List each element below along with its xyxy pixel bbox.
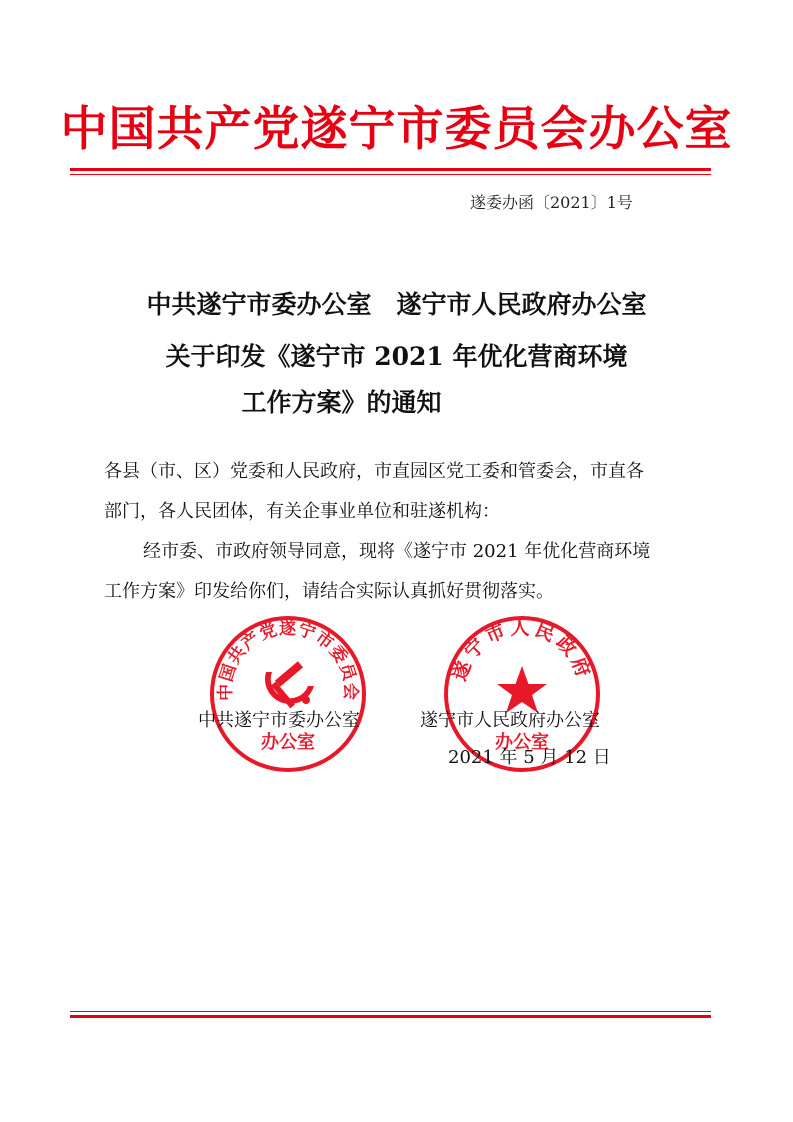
seal-right-center-text: 办公室 bbox=[495, 732, 549, 753]
seal-left-center-text: 办公室 bbox=[261, 732, 315, 753]
addressee-line-2: 部门，各人民团体，有关企事业单位和驻遂机构： bbox=[104, 501, 500, 522]
document-number: 遂委办函〔2021〕1号 bbox=[470, 193, 633, 212]
title-line-3: 工作方案》的通知 bbox=[241, 388, 442, 417]
signature-org-2: 遂宁市人民政府办公室 bbox=[420, 710, 600, 731]
body-paragraph-line-2: 工作方案》印发给你们，请结合实际认真抓好贯彻落实。 bbox=[104, 581, 554, 602]
title-line-2: 关于印发《遂宁市 2021 年优化营商环境 bbox=[165, 342, 628, 371]
footer-rule-thick bbox=[70, 1015, 711, 1018]
footer-rule-thin bbox=[70, 1011, 711, 1012]
addressee-line-1: 各县（市、区）党委和人民政府，市直园区党工委和管委会，市直各 bbox=[104, 461, 644, 482]
body-paragraph-line-1: 经市委、市政府领导同意，现将《遂宁市 2021 年优化营商环境 bbox=[143, 541, 651, 562]
seal-right-arc-text: 遂宁市人民政府 bbox=[448, 617, 596, 684]
issuer-header: 中国共产党遂宁市委员会办公室 bbox=[60, 102, 733, 157]
seal-left-arc-text: 中国共产党遂宁市委员会 bbox=[215, 619, 361, 701]
party-emblem-icon bbox=[265, 661, 314, 708]
header-rule-thick bbox=[70, 168, 711, 171]
header-rule-thin bbox=[70, 174, 711, 175]
party-committee-seal bbox=[208, 614, 368, 774]
signature-org-1: 中共遂宁市委办公室 bbox=[198, 710, 360, 731]
title-line-1: 中共遂宁市委办公室 遂宁市人民政府办公室 bbox=[146, 290, 647, 319]
signature-date: 2021 年 5 月 12 日 bbox=[448, 747, 611, 768]
